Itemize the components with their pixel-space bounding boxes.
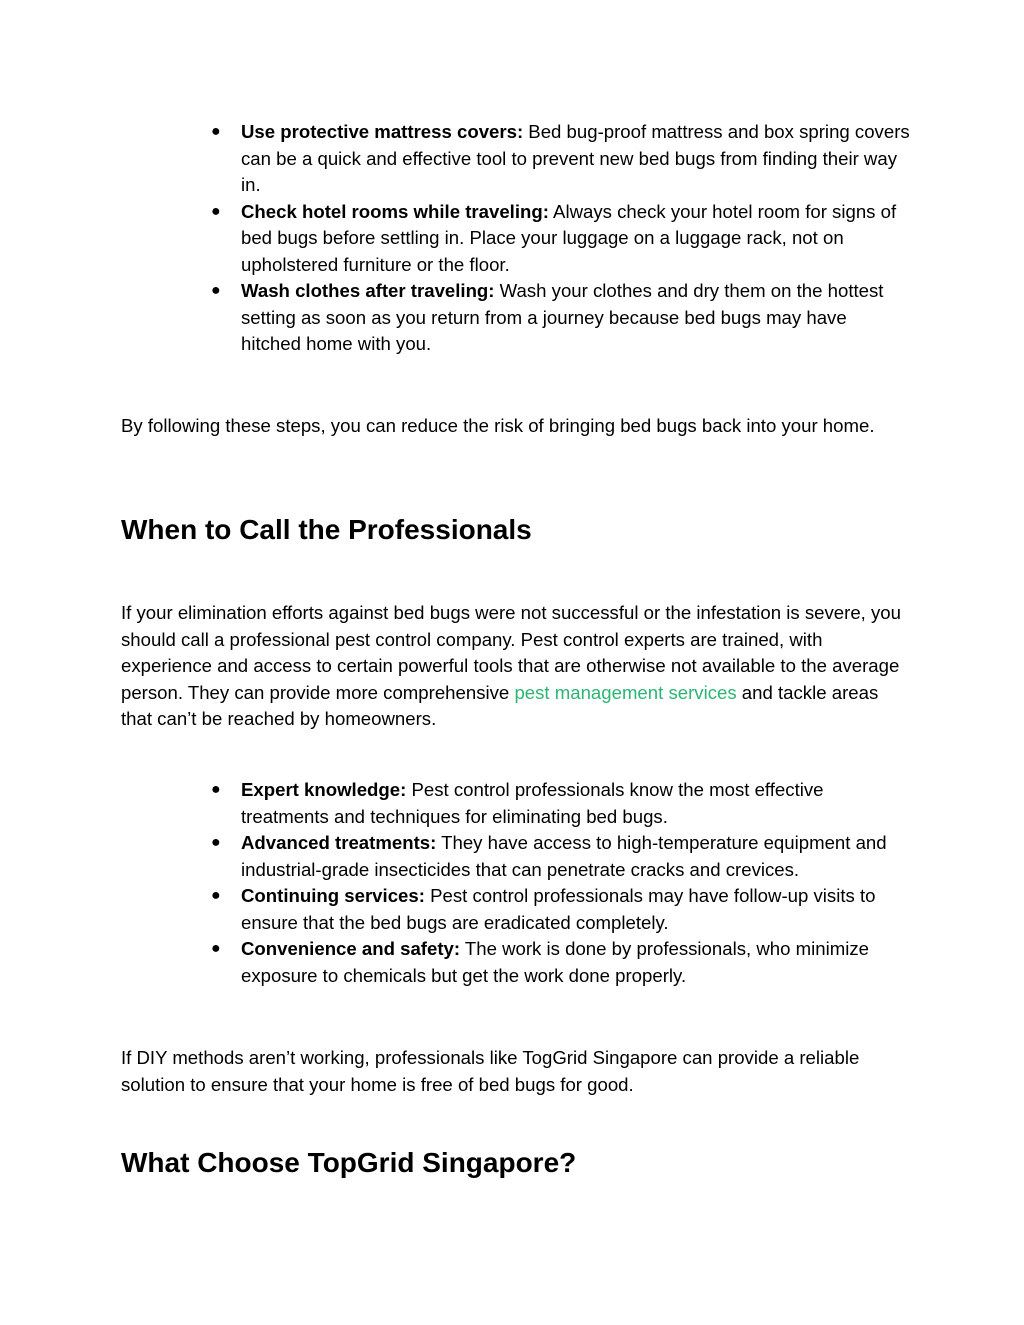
- list-item-text: Pest control professionals may have follow-up visits to ensure that the bed bugs are eradicated completely.: [241, 885, 876, 933]
- bullet-icon: ●: [211, 940, 221, 957]
- list-item: [211, 199, 911, 279]
- professionals-paragraph: [121, 600, 911, 733]
- diy-paragraph: If DIY methods aren’t working, professionals like TogGrid Singapore can provide a reliable solution to ensure that your home is free of bed bugs for good.: [121, 1047, 860, 1095]
- list-item: [211, 936, 911, 989]
- list-item-text: Wash your clothes and dry them on the hottest setting as soon as you return from a journey because bed bugs may have hitched home with you.: [241, 280, 884, 354]
- summary-paragraph: By following these steps, you can reduce the risk of bringing bed bugs back into your home.: [121, 415, 875, 436]
- paragraph-text: and tackle areas that can’t be reached by homeowners.: [121, 681, 879, 729]
- list-item: [211, 830, 911, 883]
- list-item-lead: Wash clothes after traveling:: [241, 280, 495, 301]
- bullet-icon: ●: [211, 282, 221, 299]
- bullet-icon: ●: [211, 887, 221, 904]
- list-item-text: The work is done by professionals, who minimize exposure to chemicals but get the work done properly.: [241, 938, 869, 986]
- section-heading-professionals: When to Call the Professionals: [121, 514, 532, 545]
- list-item-lead: Convenience and safety:: [241, 938, 461, 959]
- bullet-icon: ●: [211, 781, 221, 798]
- list-item: [211, 883, 911, 936]
- bullet-icon: ●: [211, 202, 221, 220]
- list-item: [211, 278, 911, 358]
- section-heading-why-choose: What Choose TopGrid Singapore?: [121, 1147, 577, 1178]
- professional-benefits-list: [211, 777, 911, 989]
- list-item-lead: Use protective mattress covers:: [241, 121, 524, 142]
- prevention-tips-list: [211, 119, 911, 358]
- list-item-lead: Check hotel rooms while traveling:: [241, 200, 549, 222]
- list-item-lead: Expert knowledge:: [241, 779, 407, 800]
- list-item-text: They have access to high-temperature equipment and industrial-grade insecticides that can penetrate cracks and crevices.: [241, 832, 887, 880]
- list-item-text: Bed bug-proof mattress and box spring covers can be a quick and effective tool to prevent new bed bugs from finding their way in.: [241, 121, 910, 195]
- paragraph-text: If your elimination efforts against bed bugs were not successful or the infestation is severe, you should call a professional pest control company. Pest control experts are trained, with experience and access to certain powerful tools that are otherwise not available to the average person. They can provide more comprehensive: [121, 602, 901, 703]
- pest-management-services-link[interactable]: pest management services: [514, 681, 737, 703]
- list-item: [211, 119, 911, 199]
- list-item-lead: Continuing services:: [241, 885, 425, 906]
- bullet-icon: ●: [211, 123, 221, 140]
- list-item: [211, 777, 911, 830]
- list-item-text: Always check your hotel room for signs of bed bugs before settling in. Place your luggage on a luggage rack, not on upholstered furniture or the floor.: [241, 200, 897, 275]
- list-item-lead: Advanced treatments:: [241, 832, 437, 853]
- list-item-text: Pest control professionals know the most effective treatments and techniques for eliminating bed bugs.: [241, 779, 824, 827]
- bullet-icon: ●: [211, 834, 221, 851]
